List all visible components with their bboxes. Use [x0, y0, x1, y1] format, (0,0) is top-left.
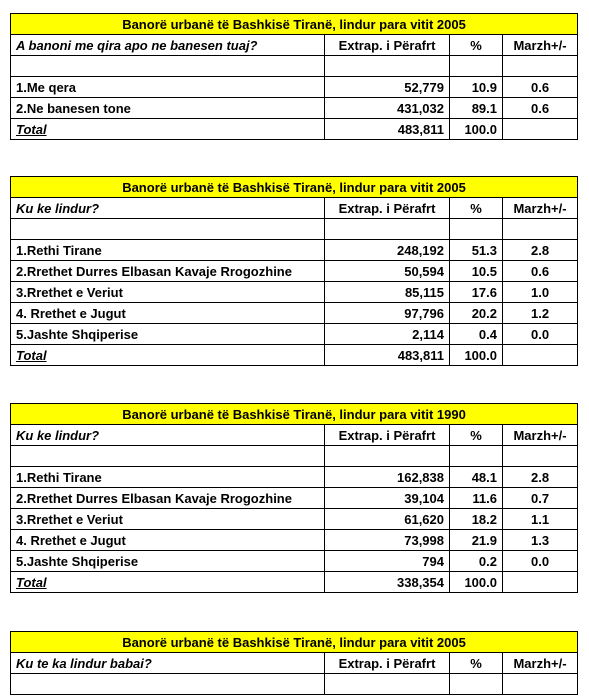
row-extrap: 61,620 [325, 509, 450, 530]
total-pct: 100.0 [450, 572, 503, 593]
table-row [11, 324, 578, 345]
pct-header: % [450, 198, 503, 219]
row-margin: 1.0 [503, 282, 578, 303]
extrap-header: Extrap. i Përafrt [325, 425, 450, 446]
table-birthplace-1990 [10, 403, 578, 593]
row-label: 5.Jashte Shqiperise [11, 324, 325, 345]
pct-header: % [450, 653, 503, 674]
row-label: 1.Rethi Tirane [11, 240, 325, 261]
table-title: Banorë urbanë të Bashkisë Tiranë, lindur para vitit 2005 [11, 632, 578, 653]
row-extrap: 248,192 [325, 240, 450, 261]
row-label: 3.Rrethet e Veriut [11, 509, 325, 530]
margin-header: Marzh+/- [503, 653, 578, 674]
row-pct: 17.6 [450, 282, 503, 303]
total-pct: 100.0 [450, 119, 503, 140]
row-pct: 11.6 [450, 488, 503, 509]
total-row [11, 119, 578, 140]
row-extrap: 2,114 [325, 324, 450, 345]
row-label: 1.Rethi Tirane [11, 467, 325, 488]
row-margin: 0.6 [503, 98, 578, 119]
row-pct: 20.2 [450, 303, 503, 324]
question-header: Ku te ka lindur babai? [11, 653, 325, 674]
row-pct: 51.3 [450, 240, 503, 261]
total-pct: 100.0 [450, 345, 503, 366]
row-extrap: 73,998 [325, 530, 450, 551]
row-pct: 48.1 [450, 467, 503, 488]
total-label: Total [11, 119, 325, 140]
total-label: Total [11, 345, 325, 366]
table-birthplace-2005 [10, 176, 578, 366]
total-label: Total [11, 572, 325, 593]
row-pct: 10.9 [450, 77, 503, 98]
table-father-birthplace [10, 631, 578, 695]
total-extrap: 338,354 [325, 572, 450, 593]
table-tenure [10, 13, 578, 140]
total-extrap: 483,811 [325, 345, 450, 366]
row-label: 2.Rrethet Durres Elbasan Kavaje Rrogozhine [11, 488, 325, 509]
row-margin: 2.8 [503, 467, 578, 488]
row-label: 4. Rrethet e Jugut [11, 530, 325, 551]
extrap-header: Extrap. i Përafrt [325, 198, 450, 219]
table-title: Banorë urbanë të Bashkisë Tiranë, lindur para vitit 2005 [11, 14, 578, 35]
row-margin: 1.2 [503, 303, 578, 324]
row-label: 3.Rrethet e Veriut [11, 282, 325, 303]
row-extrap: 50,594 [325, 261, 450, 282]
extrap-header: Extrap. i Përafrt [325, 35, 450, 56]
row-pct: 10.5 [450, 261, 503, 282]
table-row [11, 303, 578, 324]
row-margin: 0.6 [503, 261, 578, 282]
table-row [11, 530, 578, 551]
row-pct: 18.2 [450, 509, 503, 530]
total-row [11, 345, 578, 366]
table-row [11, 509, 578, 530]
table-row [11, 240, 578, 261]
table-row [11, 551, 578, 572]
row-extrap: 85,115 [325, 282, 450, 303]
question-header: A banoni me qira apo ne banesen tuaj? [11, 35, 325, 56]
row-pct: 0.2 [450, 551, 503, 572]
pct-header: % [450, 425, 503, 446]
table-row [11, 261, 578, 282]
margin-header: Marzh+/- [503, 35, 578, 56]
row-pct: 89.1 [450, 98, 503, 119]
row-extrap: 162,838 [325, 467, 450, 488]
margin-header: Marzh+/- [503, 198, 578, 219]
row-label: 5.Jashte Shqiperise [11, 551, 325, 572]
row-margin: 1.1 [503, 509, 578, 530]
row-extrap: 52,779 [325, 77, 450, 98]
row-label: 2.Ne banesen tone [11, 98, 325, 119]
total-extrap: 483,811 [325, 119, 450, 140]
row-extrap: 97,796 [325, 303, 450, 324]
extrap-header: Extrap. i Përafrt [325, 653, 450, 674]
pct-header: % [450, 35, 503, 56]
row-margin: 0.6 [503, 77, 578, 98]
table-title: Banorë urbanë të Bashkisë Tiranë, lindur para vitit 1990 [11, 404, 578, 425]
question-header: Ku ke lindur? [11, 425, 325, 446]
row-pct: 0.4 [450, 324, 503, 345]
row-margin: 1.3 [503, 530, 578, 551]
row-extrap: 39,104 [325, 488, 450, 509]
row-extrap: 431,032 [325, 98, 450, 119]
table-row [11, 467, 578, 488]
margin-header: Marzh+/- [503, 425, 578, 446]
row-label: 2.Rrethet Durres Elbasan Kavaje Rrogozhine [11, 261, 325, 282]
table-row [11, 282, 578, 303]
row-label: 4. Rrethet e Jugut [11, 303, 325, 324]
row-margin: 0.0 [503, 551, 578, 572]
table-row [11, 77, 578, 98]
table-row [11, 98, 578, 119]
row-margin: 0.0 [503, 324, 578, 345]
table-title: Banorë urbanë të Bashkisë Tiranë, lindur para vitit 2005 [11, 177, 578, 198]
row-margin: 0.7 [503, 488, 578, 509]
row-margin: 2.8 [503, 240, 578, 261]
row-pct: 21.9 [450, 530, 503, 551]
question-header: Ku ke lindur? [11, 198, 325, 219]
table-row [11, 488, 578, 509]
row-label: 1.Me qera [11, 77, 325, 98]
total-row [11, 572, 578, 593]
row-extrap: 794 [325, 551, 450, 572]
